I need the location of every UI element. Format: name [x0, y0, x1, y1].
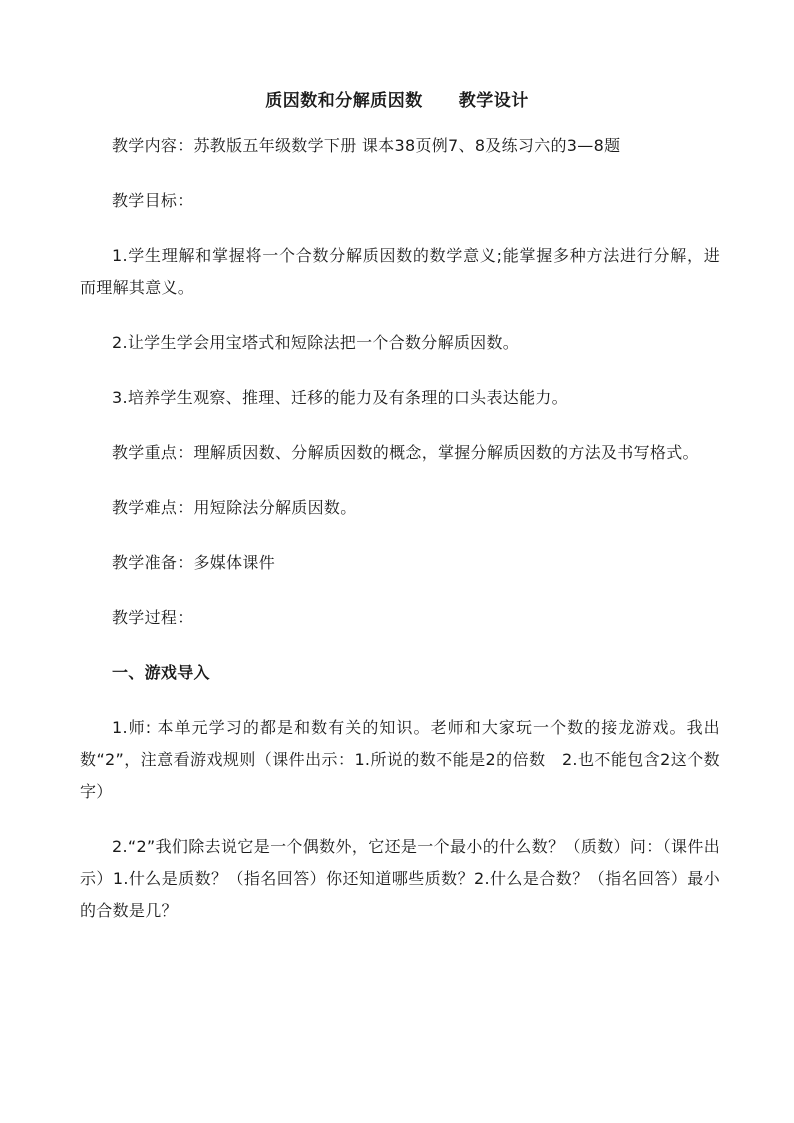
paragraph-key-points: 教学重点：理解质因数、分解质因数的概念，掌握分解质因数的方法及书写格式。: [112, 443, 699, 462]
paragraph-objective-1: 1.学生理解和掌握将一个合数分解质因数的数学意义;能掌握多种方法进行分解，进而理解其意义。: [80, 246, 720, 297]
title-main: 质因数和分解质因数: [265, 91, 423, 111]
section-heading-game-intro: 一、游戏导入: [112, 663, 210, 682]
paragraph-step-2: 2.“2”我们除去说它是一个偶数外，它还是一个最小的什么数？（质数）问：（课件出示）1.什么是质数？（指名回答）你还知道哪些质数？2.什么是合数？（指名回答）最小的合数是几？: [80, 837, 720, 920]
document-title: [0, 86, 794, 111]
paragraph-content: 教学内容：苏教版五年级数学下册 课本38页例7、8及练习六的3—8题: [112, 136, 621, 155]
paragraph-step-1: 1.师: 本单元学习的都是和数有关的知识。老师和大家玩一个数的接龙游戏。我出数“2”，注意看游戏规则（课件出示：1.所说的数不能是2的倍数 2.也不能包含2这个数字）: [80, 718, 720, 801]
paragraph-objective-2: 2.让学生学会用宝塔式和短除法把一个合数分解质因数。: [112, 333, 520, 352]
title-sub: 教学设计: [458, 91, 529, 111]
paragraph-objectives-heading: 教学目标：: [112, 191, 194, 210]
paragraph-objective-3: 3.培养学生观察、推理、迁移的能力及有条理的口头表达能力。: [112, 388, 568, 407]
paragraph-difficulties: 教学难点：用短除法分解质因数。: [112, 498, 357, 517]
paragraph-preparation: 教学准备：多媒体课件: [112, 553, 276, 572]
paragraph-process-heading: 教学过程：: [112, 608, 194, 627]
document-body: [80, 130, 720, 950]
